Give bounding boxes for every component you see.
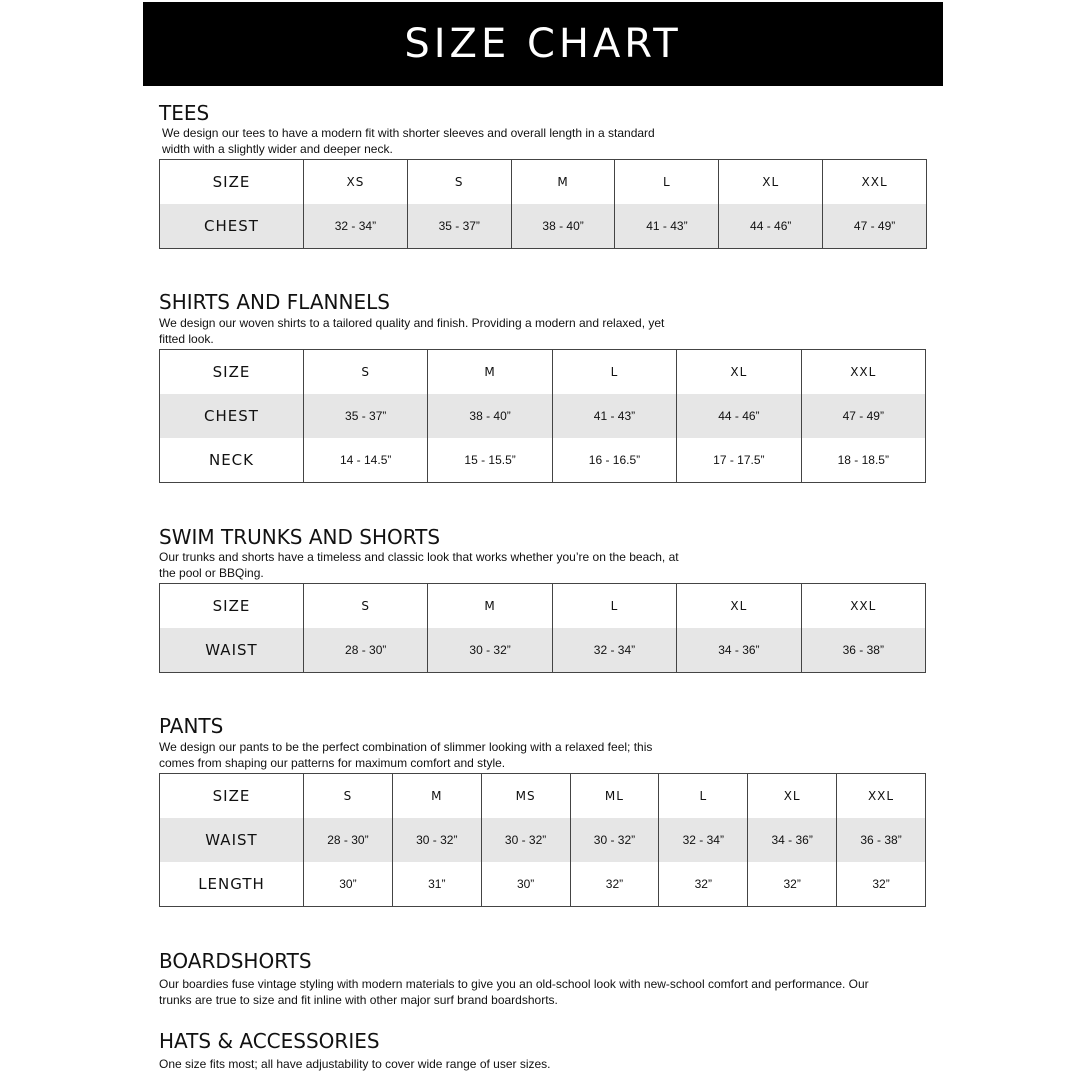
measurement-value: 30 - 32” — [392, 818, 481, 862]
page-title: SIZE CHART — [404, 21, 682, 67]
size-header-cell: XS — [304, 160, 408, 205]
measurement-value: 41 - 43” — [615, 204, 719, 249]
measurement-value: 31” — [392, 862, 481, 907]
size-header-cell: L — [552, 350, 676, 395]
measurement-value: 32 - 34” — [304, 204, 408, 249]
measurement-row — [160, 438, 926, 483]
measurement-value: 32 - 34” — [552, 628, 676, 673]
measurement-value: 35 - 37” — [304, 394, 428, 438]
measurement-value: 41 - 43” — [552, 394, 676, 438]
measurement-value: 16 - 16.5” — [552, 438, 676, 483]
measurement-value: 32 - 34” — [659, 818, 748, 862]
measurement-value: 36 - 38” — [837, 818, 926, 862]
measurement-value: 14 - 14.5” — [304, 438, 428, 483]
measurement-value: 34 - 36” — [677, 628, 801, 673]
shirts-title: SHIRTS AND FLANNELS — [159, 290, 390, 314]
boardshorts-title: BOARDSHORTS — [159, 949, 312, 973]
size-header-cell: L — [659, 774, 748, 819]
size-header-cell: XL — [748, 774, 837, 819]
size-chart-banner — [143, 2, 943, 86]
size-header-cell: M — [428, 584, 552, 629]
measurement-value: 17 - 17.5” — [677, 438, 801, 483]
size-row-label: SIZE — [160, 160, 304, 205]
size-header-cell: M — [511, 160, 615, 205]
size-header-cell: S — [304, 584, 428, 629]
swim-description: Our trunks and shorts have a timeless and classic look that works whether you’re on the beach, at the pool or BBQing. — [159, 550, 679, 580]
measurement-row — [160, 628, 926, 673]
shirts-description: We design our woven shirts to a tailored quality and finish. Providing a modern and relaxed, yet fitted look. — [159, 316, 665, 346]
pants-title: PANTS — [159, 714, 224, 738]
measurement-value: 34 - 36” — [748, 818, 837, 862]
measurement-value: 44 - 46” — [677, 394, 801, 438]
hats-description: One size fits most; all have adjustability to cover wide range of user sizes. — [159, 1057, 551, 1071]
size-header-cell: XL — [677, 350, 801, 395]
measurement-value: 30” — [481, 862, 570, 907]
measurement-label: NECK — [160, 438, 304, 483]
measurement-label: CHEST — [160, 394, 304, 438]
measurement-value: 15 - 15.5” — [428, 438, 552, 483]
boardshorts-description: Our boardies fuse vintage styling with modern materials to give you an old-school look with new-school comfort and performance. Our trunks are true to size and fit inline with other major surf brand boardshorts. — [159, 977, 869, 1007]
size-header-cell: XXL — [837, 774, 926, 819]
measurement-row — [160, 862, 926, 907]
size-header-cell: M — [428, 350, 552, 395]
measurement-value: 32” — [659, 862, 748, 907]
size-header-cell: XXL — [801, 350, 925, 395]
size-header-row — [160, 350, 926, 395]
measurement-value: 18 - 18.5” — [801, 438, 925, 483]
swim-size-table — [159, 583, 926, 673]
size-header-row — [160, 584, 926, 629]
measurement-row — [160, 204, 927, 249]
measurement-value: 28 - 30” — [304, 818, 393, 862]
shirts-size-table — [159, 349, 926, 483]
measurement-label: LENGTH — [160, 862, 304, 907]
size-header-cell: XXL — [801, 584, 925, 629]
measurement-value: 30 - 32” — [428, 628, 552, 673]
size-header-cell: S — [304, 774, 393, 819]
measurement-value: 32” — [837, 862, 926, 907]
measurement-label: WAIST — [160, 628, 304, 673]
measurement-value: 30 - 32” — [570, 818, 659, 862]
size-header-row — [160, 774, 926, 819]
tees-size-table — [159, 159, 927, 249]
measurement-label: CHEST — [160, 204, 304, 249]
measurement-value: 38 - 40” — [428, 394, 552, 438]
measurement-value: 30 - 32” — [481, 818, 570, 862]
size-header-cell: MS — [481, 774, 570, 819]
hats-title: HATS & ACCESSORIES — [159, 1029, 380, 1053]
size-header-cell: S — [304, 350, 428, 395]
measurement-row — [160, 818, 926, 862]
measurement-value: 28 - 30” — [304, 628, 428, 673]
measurement-value: 36 - 38” — [801, 628, 925, 673]
size-header-cell: XL — [677, 584, 801, 629]
pants-description: We design our pants to be the perfect combination of slimmer looking with a relaxed feel; this comes from shaping our patterns for maximum comfort and style. — [159, 740, 653, 770]
tees-description: We design our tees to have a modern fit with shorter sleeves and overall length in a standard width with a slightly wider and deeper neck. — [162, 126, 655, 156]
size-header-row — [160, 160, 927, 205]
measurement-value: 35 - 37” — [407, 204, 511, 249]
size-header-cell: S — [407, 160, 511, 205]
measurement-value: 47 - 49” — [801, 394, 925, 438]
size-header-cell: ML — [570, 774, 659, 819]
pants-size-table — [159, 773, 926, 907]
size-row-label: SIZE — [160, 584, 304, 629]
measurement-value: 44 - 46” — [719, 204, 823, 249]
measurement-value: 38 - 40” — [511, 204, 615, 249]
size-header-cell: XL — [719, 160, 823, 205]
size-row-label: SIZE — [160, 350, 304, 395]
swim-title: SWIM TRUNKS AND SHORTS — [159, 525, 441, 549]
measurement-value: 32” — [570, 862, 659, 907]
size-row-label: SIZE — [160, 774, 304, 819]
measurement-value: 30” — [304, 862, 393, 907]
measurement-row — [160, 394, 926, 438]
measurement-label: WAIST — [160, 818, 304, 862]
size-header-cell: L — [552, 584, 676, 629]
measurement-value: 47 - 49” — [823, 204, 927, 249]
size-header-cell: XXL — [823, 160, 927, 205]
measurement-value: 32” — [748, 862, 837, 907]
tees-title: TEES — [159, 101, 210, 125]
size-header-cell: M — [392, 774, 481, 819]
size-header-cell: L — [615, 160, 719, 205]
